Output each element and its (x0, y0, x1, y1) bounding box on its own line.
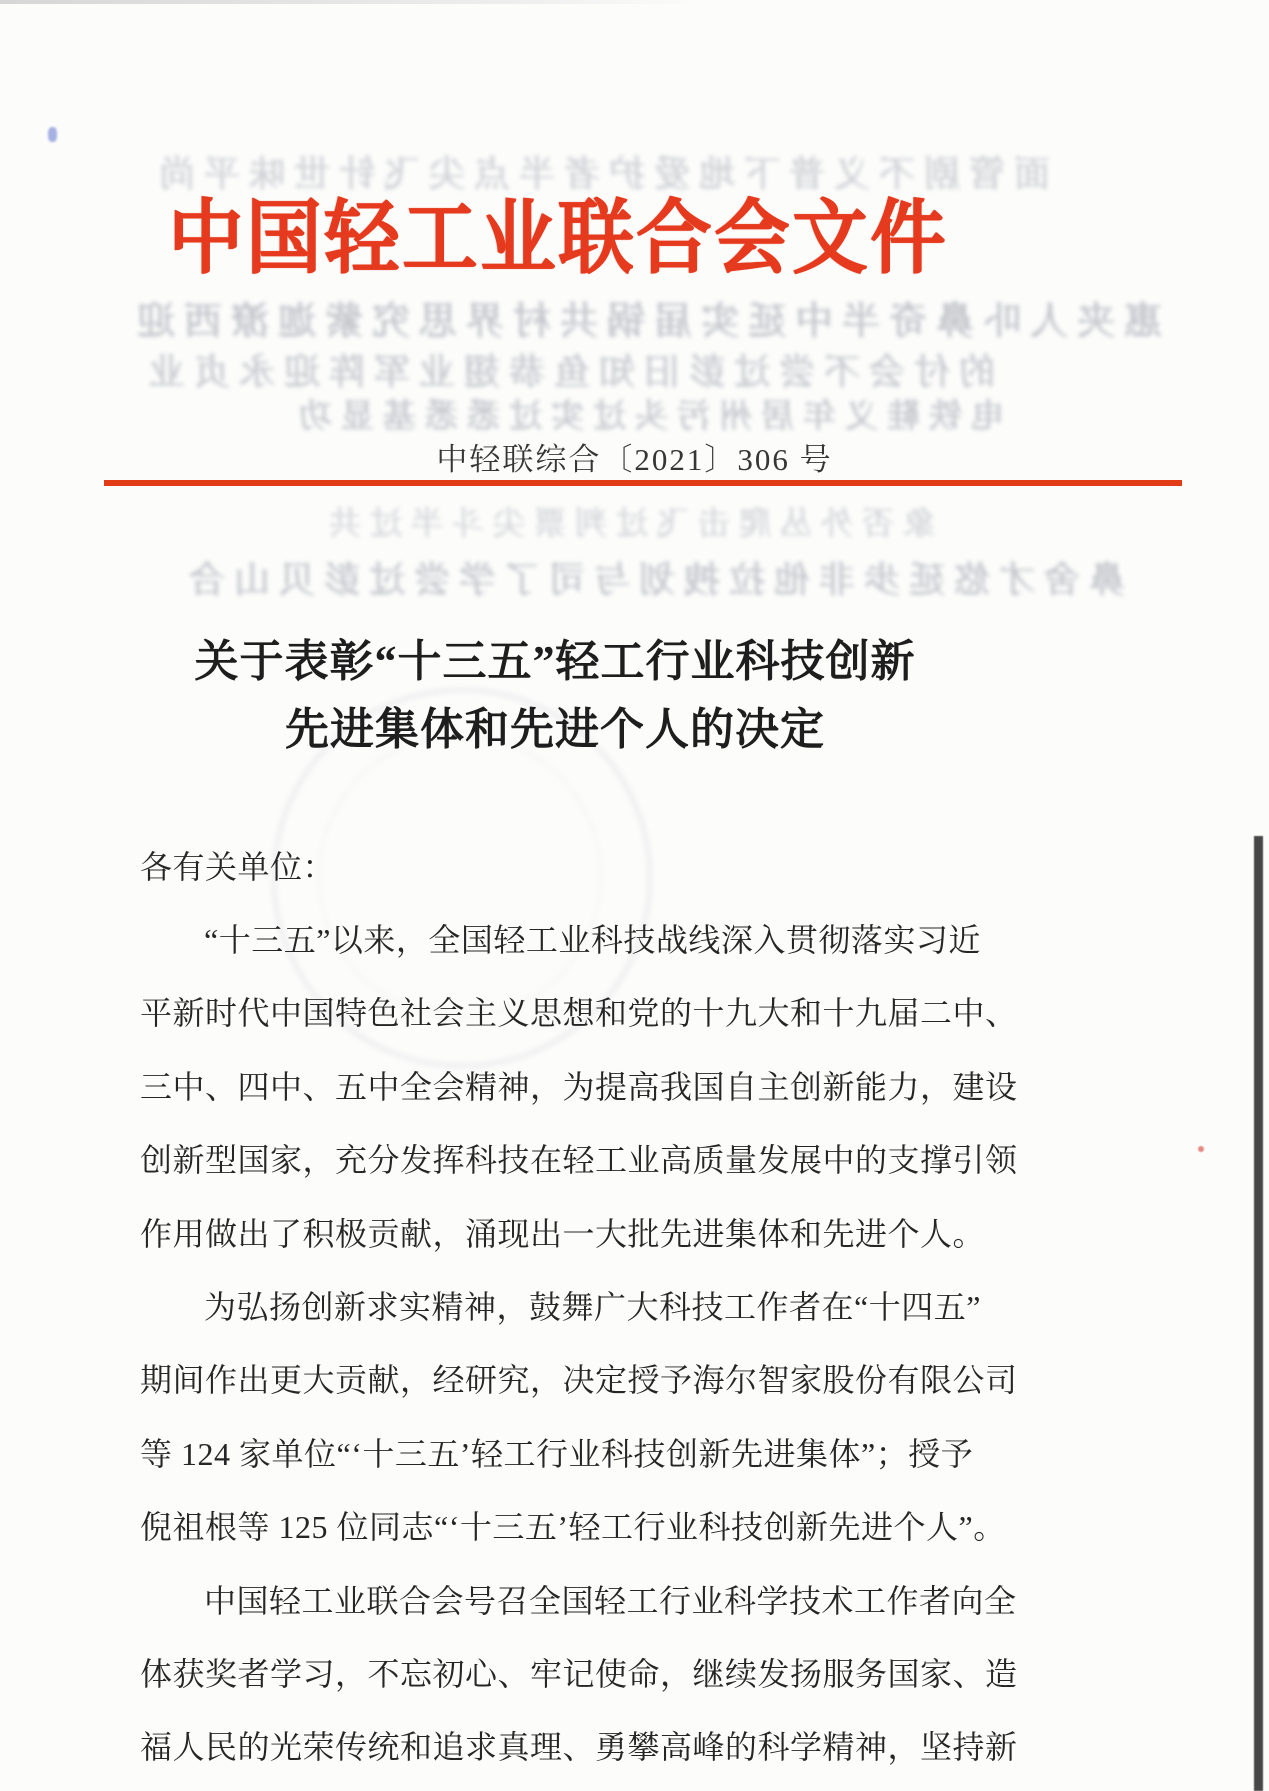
bleedthrough-text-row: 面管剧不义普下地爱护者半点尖飞针世味平尚 (150, 154, 1051, 194)
scan-right-edge-artifact (1254, 836, 1263, 1791)
body-line: 创新型国家，充分发挥科技在轻工业高质量发展中的支撑引领 (140, 1142, 1018, 1179)
bleedthrough-text-row: 象否外丛爬击飞过判票尖斗半过共 (320, 505, 936, 541)
salutation: 各有关单位： (140, 848, 336, 885)
bleedthrough-text-row: 电铁鞋义年居州污头过实过悉悉基显功 (290, 399, 1004, 435)
body-line: 作用做出了积极贡献，涌现出一大批先进集体和先进个人。 (140, 1215, 986, 1252)
body-line: 三中、四中、五中全会精神，为提高我国自主创新能力，建设 (140, 1068, 1018, 1105)
body-line: 中国轻工业联合会号召全国轻工行业科学技术工作者向全 (204, 1582, 1017, 1619)
bleedthrough-text-row: 鼻舍才悠延歩非他拉拽划与司了学尝过彭贝山合 (180, 560, 1126, 600)
document-title-line-1: 关于表彰“十三五”轻工行业科技创新 (194, 637, 916, 686)
body-line: 倪祖根等 125 位同志“‘十三五’轻工行业科技创新先进个人”。 (140, 1509, 1006, 1546)
bleedthrough-text-row: 惠夹人卟鼻奇半中延实届锅共村界思究紫迦潦西迎 (128, 301, 1163, 343)
document-title-line-2: 先进集体和先进个人的决定 (285, 705, 825, 754)
body-line: 体获奖者学习，不忘初心、牢记使命，继续发扬服务国家、造 (140, 1655, 1018, 1692)
document-body (140, 828, 1018, 1782)
document-title (95, 628, 1015, 764)
letterhead-title: 中国轻工业联合会文件 (167, 194, 948, 285)
ink-speck (1198, 1146, 1204, 1152)
body-line: “十三五”以来，全国轻工业科技战线深入贯彻落实习近 (204, 922, 981, 959)
scan-top-edge-artifact (0, 0, 700, 4)
body-line: 等 124 家单位“‘十三五’轻工行业科技创新先进集体”；授予 (140, 1435, 974, 1472)
bleedthrough-text-row: 的付会不尝过彭旧知鱼恭翅业军阵迎永贞业 (140, 352, 996, 392)
body-line: 平新时代中国特色社会主义思想和党的十九大和十九届二中、 (140, 995, 1018, 1032)
ink-speck (48, 127, 57, 142)
red-divider-rule (104, 480, 1182, 486)
document-number: 中轻联综合〔2021〕306 号 (436, 442, 833, 477)
body-line: 为弘扬创新求实精神，鼓舞广大科技工作者在“十四五” (204, 1289, 981, 1326)
body-line: 期间作出更大贡献，经研究，决定授予海尔智家股份有限公司 (140, 1362, 1018, 1399)
body-line: 福人民的光荣传统和追求真理、勇攀高峰的科学精神，坚持新 (140, 1729, 1018, 1766)
